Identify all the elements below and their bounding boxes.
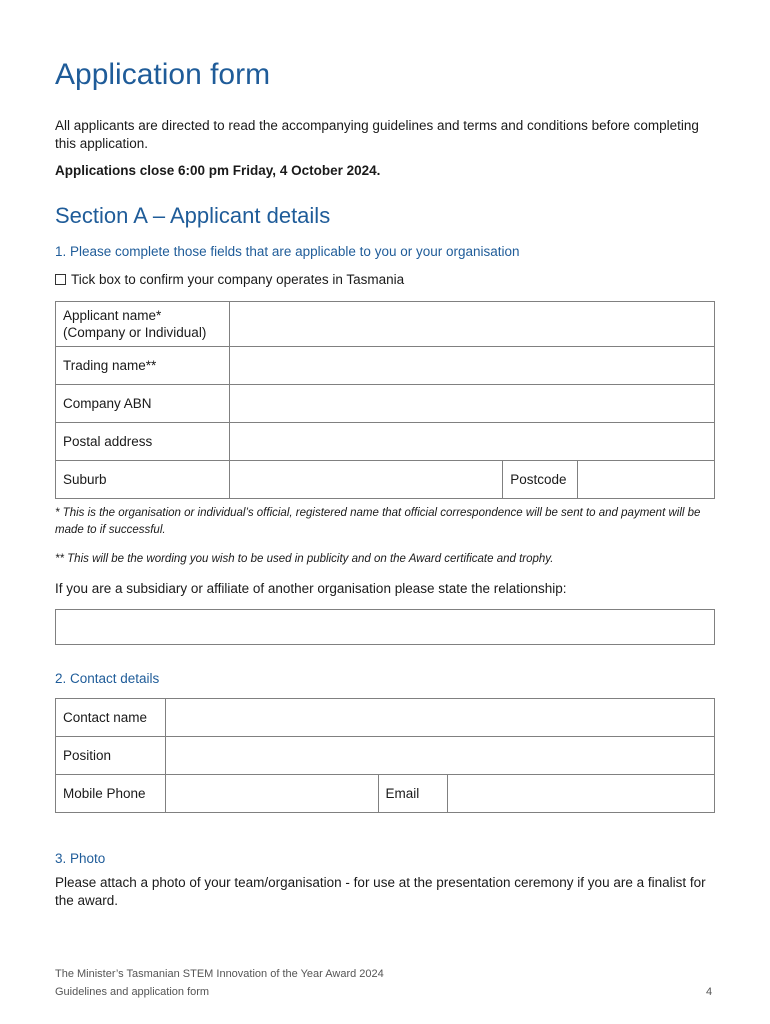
trading-name-label: Trading name** <box>56 347 230 385</box>
table-row <box>56 461 715 499</box>
close-notice: Applications close 6:00 pm Friday, 4 October 2024. <box>55 163 381 178</box>
trading-name-field[interactable] <box>229 347 714 385</box>
position-field[interactable] <box>165 737 714 775</box>
photo-instructions: Please attach a photo of your team/organisation - for use at the presentation ceremony if you are a finalist for the award. <box>55 875 706 908</box>
postal-address-field[interactable] <box>229 423 714 461</box>
table-row <box>56 302 715 347</box>
page-title: Application form <box>55 58 271 91</box>
table-row <box>56 423 715 461</box>
q1-heading: 1. Please complete those fields that are applicable to you or your organisation <box>55 244 520 259</box>
applicant-name-label-line1: Applicant name* <box>63 308 162 323</box>
contact-details-table <box>55 698 715 813</box>
table-row <box>56 737 715 775</box>
q2-heading: 2. Contact details <box>55 671 160 686</box>
table-row <box>56 775 715 813</box>
suburb-label: Suburb <box>56 461 230 499</box>
table-row <box>56 347 715 385</box>
page-number: 4 <box>706 986 713 998</box>
postal-address-label: Postal address <box>56 423 230 461</box>
applicant-name-label <box>56 302 230 347</box>
table-row <box>56 385 715 423</box>
mobile-phone-field[interactable] <box>165 775 378 813</box>
tasmania-checkbox-label: Tick box to confirm your company operates in Tasmania <box>71 272 405 287</box>
contact-name-label: Contact name <box>56 699 166 737</box>
footnote-official-name: * This is the organisation or individual’s official, registered name that official correspondence will be sent to and payment will be made to if successful. <box>55 507 701 536</box>
mobile-phone-label: Mobile Phone <box>56 775 166 813</box>
postcode-field[interactable] <box>578 461 715 499</box>
contact-name-field[interactable] <box>165 699 714 737</box>
table-row <box>56 699 715 737</box>
suburb-field[interactable] <box>229 461 502 499</box>
q3-heading: 3. Photo <box>55 851 106 866</box>
email-label: Email <box>378 775 448 813</box>
applicant-name-label-line2: (Company or Individual) <box>63 325 207 340</box>
tasmania-checkbox[interactable] <box>55 274 66 285</box>
company-abn-label: Company ABN <box>56 385 230 423</box>
applicant-name-field[interactable] <box>229 302 714 347</box>
position-label: Position <box>56 737 166 775</box>
footer-award-title: The Minister’s Tasmanian STEM Innovation of the Year Award 2024 <box>55 968 384 980</box>
email-field[interactable] <box>448 775 715 813</box>
applicant-details-table <box>55 301 715 499</box>
intro-text: All applicants are directed to read the accompanying guidelines and terms and conditions before completing this application. <box>55 118 699 151</box>
company-abn-field[interactable] <box>229 385 714 423</box>
postcode-label: Postcode <box>503 461 578 499</box>
subsidiary-prompt: If you are a subsidiary or affiliate of another organisation please state the relationship: <box>55 581 567 596</box>
tasmania-confirm-row[interactable] <box>55 272 404 287</box>
section-a-title: Section A – Applicant details <box>55 203 331 228</box>
footnote-trading-name: ** This will be the wording you wish to be used in publicity and on the Award certificate and trophy. <box>55 553 554 565</box>
footer-doc-title: Guidelines and application form <box>55 986 210 998</box>
subsidiary-relationship-field[interactable] <box>55 609 715 645</box>
